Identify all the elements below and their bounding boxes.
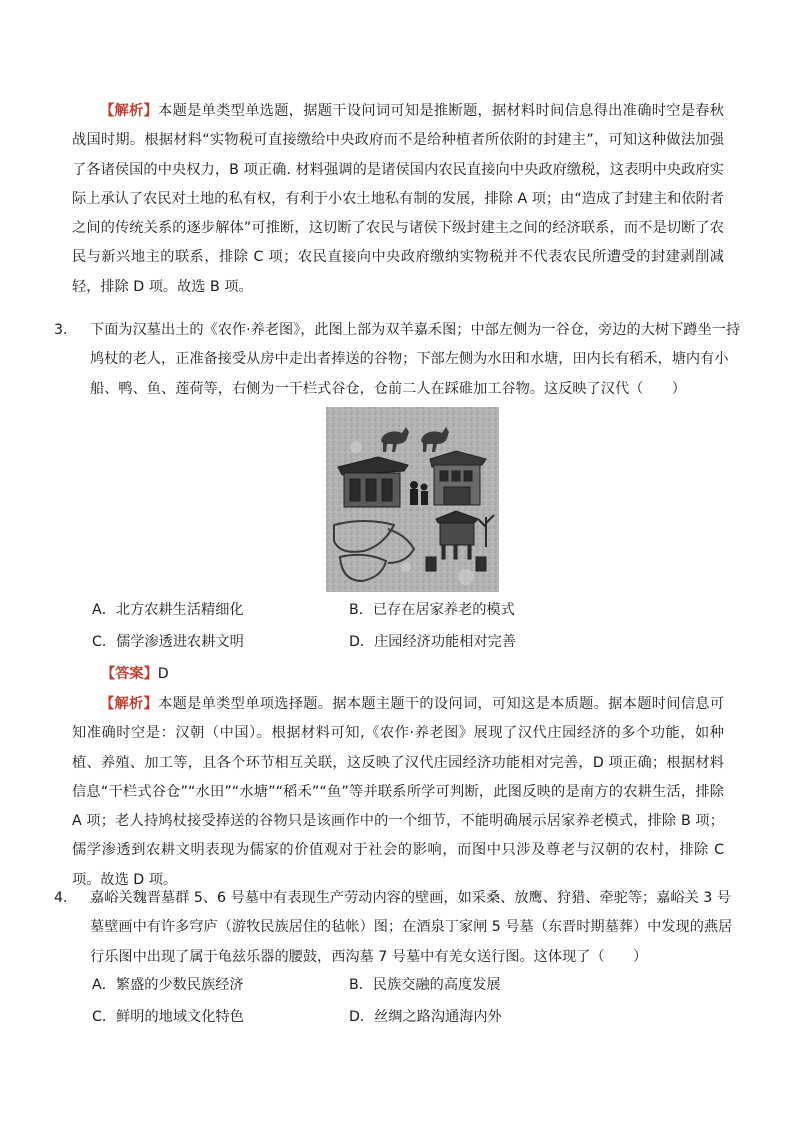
option-b[interactable]: B．民族交融的高度发展 — [349, 977, 501, 993]
option-a[interactable]: A．繁盛的少数民族经济 — [92, 977, 244, 993]
analysis-tag: 【解析】 — [100, 696, 159, 712]
question-number: 3． — [54, 322, 78, 338]
analysis-paragraph-q3 — [72, 690, 724, 895]
question-stem: 嘉峪关魏晋墓群 5、6 号墓中有表现生产劳动内容的壁画，如采桑、放鹰、狩猎、牵驼等；嘉峪关 3 号墓壁画中有许多穹庐（游牧民族居住的毡帐）图；在酒泉丁家闸 5 号墓（东晋时期墓葬）中发现的燕居行乐图中出现了属于龟兹乐器的腰鼓，西沟墓 7 号墓中有羌女送行图。这体现了（ ） — [90, 890, 733, 965]
answer-tag: 【答案】 — [101, 666, 158, 682]
option-c[interactable]: C．儒学渗透进农耕文明 — [92, 634, 244, 650]
answer-value: D — [157, 666, 169, 682]
han-tomb-rubbing-image — [326, 407, 499, 592]
answer-line — [101, 664, 169, 684]
option-c[interactable]: C．鲜明的地域文化特色 — [92, 1009, 244, 1025]
option-a[interactable]: A．北方农耕生活精细化 — [92, 602, 244, 618]
analysis-paragraph-q2 — [72, 97, 724, 302]
analysis-tag: 【解析】 — [100, 103, 159, 119]
analysis-text: 本题是单类型单选题，据题干设问词可知是推断题，据材料时间信息得出准确时空是春秋战国时期。根据材料“实物税可直接缴给中央政府而不是给种植者所依附的封建主”，可知这种做法加强了各诸侯国的中央权力，B 项正确. 材料强调的是诸侯国内农民直接向中央政府缴税，这表明中央政府实际上承认了农民对土地的私有权，有利于小农土地私有制的发展，排除 A 项；由“造成了封建主和依附者之间的传统关系的逐步解体”可推断，这切断了农民与诸侯下级封建主之间的经济联系，而不是切断了农民与新兴地主的联系，排除 C 项；农民直接向中央政府缴纳实物税并不代表农民所遭受的封建剥削减轻，排除 D 项。故选 B 项。 — [72, 103, 724, 295]
question-3 — [54, 316, 742, 404]
analysis-text: 本题是单类型单项选择题。据本题主题干的设问词，可知这是本质题。据本题时间信息可知准确时空是：汉朝（中国）。根据材料可知,《农作·养老图》展现了汉代庄园经济的多个功能，如种植、养殖、加工等，且各个环节相互关联，这反映了汉代庄园经济功能相对完善，D 项正确；根据材料信息“干栏式谷仓”“水田”“水塘”“稻禾”“鱼”等并联系所学可判断，此图反映的是南方的农耕生活，排除 A 项；老人持鸠杖接受捧送的谷物只是该画作中的一个细节，不能明确展示居家养老模式，排除 B 项；儒学渗透到农耕文明表现为儒家的价值观对于社会的影响，而图中只涉及尊老与汉朝的农村，排除 C 项。故选 D 项。 — [72, 696, 724, 888]
question-number: 4． — [54, 890, 78, 906]
option-d[interactable]: D．庄园经济功能相对完善 — [349, 634, 516, 650]
question-4 — [54, 884, 742, 972]
question-stem: 下面为汉墓出土的《农作·养老图》，此图上部为双羊嘉禾图；中部左侧为一谷仓，旁边的大树下蹲坐一持鸠杖的老人，正准备接受从房中走出者捧送的谷物；下部左侧为水田和水塘，田内长有稻禾，塘内有小船、鸭、鱼、莲荷等，右侧为一干栏式谷仓，仓前二人在踩碓加工谷物。这反映了汉代（ ） — [90, 322, 741, 397]
option-d[interactable]: D．丝绸之路沟通海内外 — [349, 1009, 502, 1025]
option-b[interactable]: B．已存在居家养老的模式 — [349, 602, 515, 618]
